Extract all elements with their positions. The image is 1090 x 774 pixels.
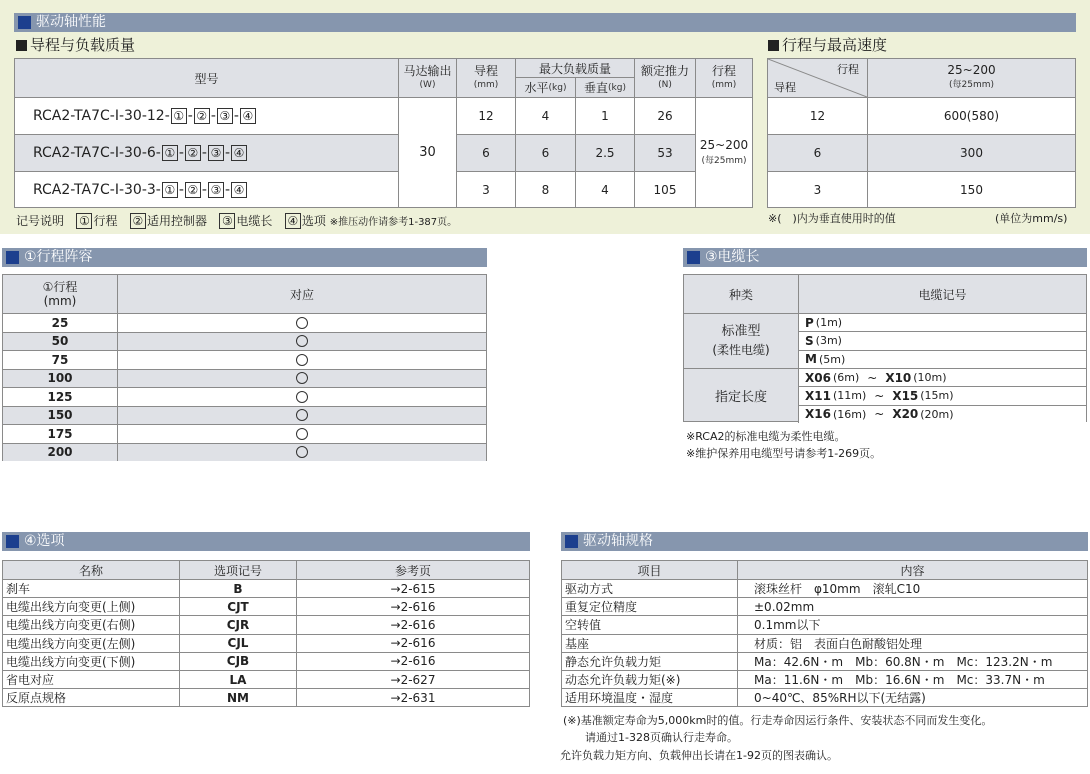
option-name: 刹车 [3, 579, 179, 597]
lead-value: 6 [456, 134, 515, 171]
cable-code-row: P (1m) [798, 313, 1086, 331]
supported-mark [117, 424, 486, 443]
circle-mark-icon [296, 372, 308, 384]
stroke-value: 25 [3, 313, 117, 332]
option-name: 电缆出线方向变更(左侧) [3, 634, 179, 652]
speed-unit: (单位为mm/s) [995, 212, 1068, 225]
symbol-legend: 记号说明 ① 行程 ② 适用控制器 ③ 电缆长 ④ 选项 ※推压动作请参考1-387页。 [16, 214, 458, 228]
stroke-value: 200 [3, 443, 117, 462]
spec-value: Ma：11.6N・m Mb：16.6N・m Mc：33.7N・m [737, 670, 1087, 688]
header-square-icon [565, 535, 578, 548]
cable-code-row: X06 (6m) ~ X10 (10m) [798, 368, 1086, 386]
header-square-icon [6, 535, 19, 548]
thrust-value: 53 [634, 134, 695, 171]
col-horizontal: 水平 (kg) [515, 77, 575, 97]
option-ref-page: →2-615 [296, 579, 529, 597]
cable-code-row: S (3m) [798, 331, 1086, 349]
vert-value: 1 [575, 97, 634, 134]
speed-6: 300 [867, 134, 1075, 171]
spec-note-1: (※)基准额定寿命为5,000km时的值。行走寿命因运行条件、安装状态不同而发生变化。 [563, 714, 993, 727]
col-type: 种类 [684, 275, 798, 313]
supported-mark [117, 350, 486, 369]
section-title: 驱动轴性能 [36, 14, 106, 30]
option-name: 电缆出线方向变更(右侧) [3, 615, 179, 633]
option-code: NM [179, 688, 296, 706]
stroke-speed-table [767, 58, 1076, 208]
square-bullet-icon [768, 40, 779, 51]
thrust-value: 26 [634, 97, 695, 134]
option-code: CJT [179, 597, 296, 615]
circle-mark-icon [296, 391, 308, 403]
col-max-load: 最大负载质量 [515, 59, 634, 77]
spec-item: 重复定位精度 [562, 597, 737, 615]
stroke-value: 75 [3, 350, 117, 369]
lead-3: 3 [768, 171, 867, 207]
speed-3: 150 [867, 171, 1075, 207]
col-code: 选项记号 [179, 561, 296, 579]
col-item: 项目 [562, 561, 737, 579]
col-motor: 马达输出 (W) [398, 59, 456, 97]
col-ref-page: 参考页 [296, 561, 529, 579]
header-square-icon [6, 251, 19, 264]
col-model: 型号 [15, 59, 398, 97]
cable-note-1: ※RCA2的标准电缆为柔性电缆。 [686, 430, 846, 443]
option-ref-page: →2-616 [296, 652, 529, 670]
option-ref-page: →2-631 [296, 688, 529, 706]
speed-12: 600(580) [867, 97, 1075, 134]
stroke-value: 125 [3, 387, 117, 406]
stroke-list-header: ①行程阵容 [2, 248, 487, 267]
cable-table [683, 274, 1087, 422]
supported-mark [117, 332, 486, 351]
circle-mark-icon [296, 317, 308, 329]
option-name: 反原点规格 [3, 688, 179, 706]
stroke-speed-title: 行程与最高速度 [768, 36, 887, 54]
spec-value: 滚珠丝杆 φ10mm 滚轧C10 [737, 579, 1087, 597]
horiz-value: 4 [515, 97, 575, 134]
spec-item: 空转值 [562, 615, 737, 633]
square-bullet-icon [16, 40, 27, 51]
option-name: 电缆出线方向变更(上侧) [3, 597, 179, 615]
stroke-value: 50 [3, 332, 117, 351]
lead-value: 3 [456, 171, 515, 207]
spec-value: 0.1mm以下 [737, 615, 1087, 633]
corner-cell: 行程 导程 [768, 59, 867, 97]
cable-header: ③电缆长 [683, 248, 1087, 267]
spec-value: ±0.02mm [737, 597, 1087, 615]
cable-code-row: X11 (11m) ~ X15 (15m) [798, 386, 1086, 404]
spec-item: 动态允许负载力矩(※) [562, 670, 737, 688]
supported-mark [117, 387, 486, 406]
option-code: LA [179, 670, 296, 688]
supported-mark [117, 369, 486, 388]
spec-item: 驱动方式 [562, 579, 737, 597]
drive-performance-header [14, 13, 1076, 32]
stroke-list-table [2, 274, 487, 461]
model-row-3: RCA2-TA7C-I-30-3- ① - ② - ③ - ④ [15, 171, 398, 207]
cable-code-row: X16 (16m) ~ X20 (20m) [798, 405, 1086, 423]
lead-6: 6 [768, 134, 867, 171]
spec-value: 材质：铝 表面白色耐酸铝处理 [737, 634, 1087, 652]
col-cable-code: 电缆记号 [798, 275, 1086, 313]
custom-length: 指定长度 [684, 368, 798, 421]
option-code: B [179, 579, 296, 597]
lead-value: 12 [456, 97, 515, 134]
col-content: 内容 [737, 561, 1087, 579]
stroke-range-header: 25~200 (每25mm) [867, 59, 1075, 97]
col-name: 名称 [3, 561, 179, 579]
circle-mark-icon [296, 354, 308, 366]
option-name: 省电对应 [3, 670, 179, 688]
cable-note-2: ※维护保养用电缆型号请参考1-269页。 [686, 447, 882, 460]
option-code: CJB [179, 652, 296, 670]
lead-12: 12 [768, 97, 867, 134]
lead-load-table [14, 58, 753, 208]
circle-mark-icon [296, 428, 308, 440]
col-lead: 导程 (mm) [456, 59, 515, 97]
option-name: 电缆出线方向变更(下侧) [3, 652, 179, 670]
spec-value: 0~40℃、85%RH以下(无结露) [737, 688, 1087, 706]
stroke-value: 175 [3, 424, 117, 443]
supported-mark [117, 406, 486, 425]
circle-mark-icon [296, 335, 308, 347]
spec-note-3: 允许负载力矩方向、负载伸出长请在1-92页的图表确认。 [560, 749, 838, 762]
cable-code-row: M (5m) [798, 350, 1086, 368]
option-ref-page: →2-616 [296, 597, 529, 615]
horiz-value: 6 [515, 134, 575, 171]
spec-value: Ma：42.6N・m Mb：60.8N・m Mc：123.2N・m [737, 652, 1087, 670]
supported-mark [117, 313, 486, 332]
option-ref-page: →2-616 [296, 634, 529, 652]
circle-mark-icon [296, 409, 308, 421]
col-thrust: 额定推力 (N) [634, 59, 695, 97]
standard-type: 标准型 (柔性电缆) [684, 313, 798, 368]
spec-table [561, 560, 1088, 707]
circle-mark-icon [296, 446, 308, 458]
col-stroke: ①行程 (mm) [3, 275, 117, 313]
supported-mark [117, 443, 486, 462]
stroke-value: 25~200 (每25mm) [695, 97, 752, 207]
options-table [2, 560, 530, 707]
model-row-2: RCA2-TA7C-I-30-6- ① - ② - ③ - ④ [15, 134, 398, 171]
thrust-value: 105 [634, 171, 695, 207]
col-stroke: 行程 (mm) [695, 59, 752, 97]
horiz-value: 8 [515, 171, 575, 207]
speed-note: ※( )内为垂直使用时的值 [768, 212, 896, 225]
header-square-icon [687, 251, 700, 264]
vert-value: 2.5 [575, 134, 634, 171]
spec-header: 驱动轴规格 [561, 532, 1088, 551]
lead-load-title: 导程与负载质量 [16, 36, 135, 54]
spec-item: 基座 [562, 634, 737, 652]
options-header: ④选项 [2, 532, 530, 551]
option-code: CJL [179, 634, 296, 652]
stroke-value: 150 [3, 406, 117, 425]
option-ref-page: →2-616 [296, 615, 529, 633]
vert-value: 4 [575, 171, 634, 207]
spec-item: 适用环境温度・湿度 [562, 688, 737, 706]
model-row-1: RCA2-TA7C-I-30-12- ① - ② - ③ - ④ [15, 97, 398, 134]
motor-output-value: 30 [398, 97, 456, 207]
spec-note-2: 请通过1-328页确认行走寿命。 [585, 731, 738, 744]
col-vertical: 垂直 (kg) [575, 77, 634, 97]
stroke-value: 100 [3, 369, 117, 388]
option-ref-page: →2-627 [296, 670, 529, 688]
header-square-icon [18, 16, 31, 29]
col-support: 对应 [117, 275, 486, 313]
spec-item: 静态允许负载力矩 [562, 652, 737, 670]
option-code: CJR [179, 615, 296, 633]
